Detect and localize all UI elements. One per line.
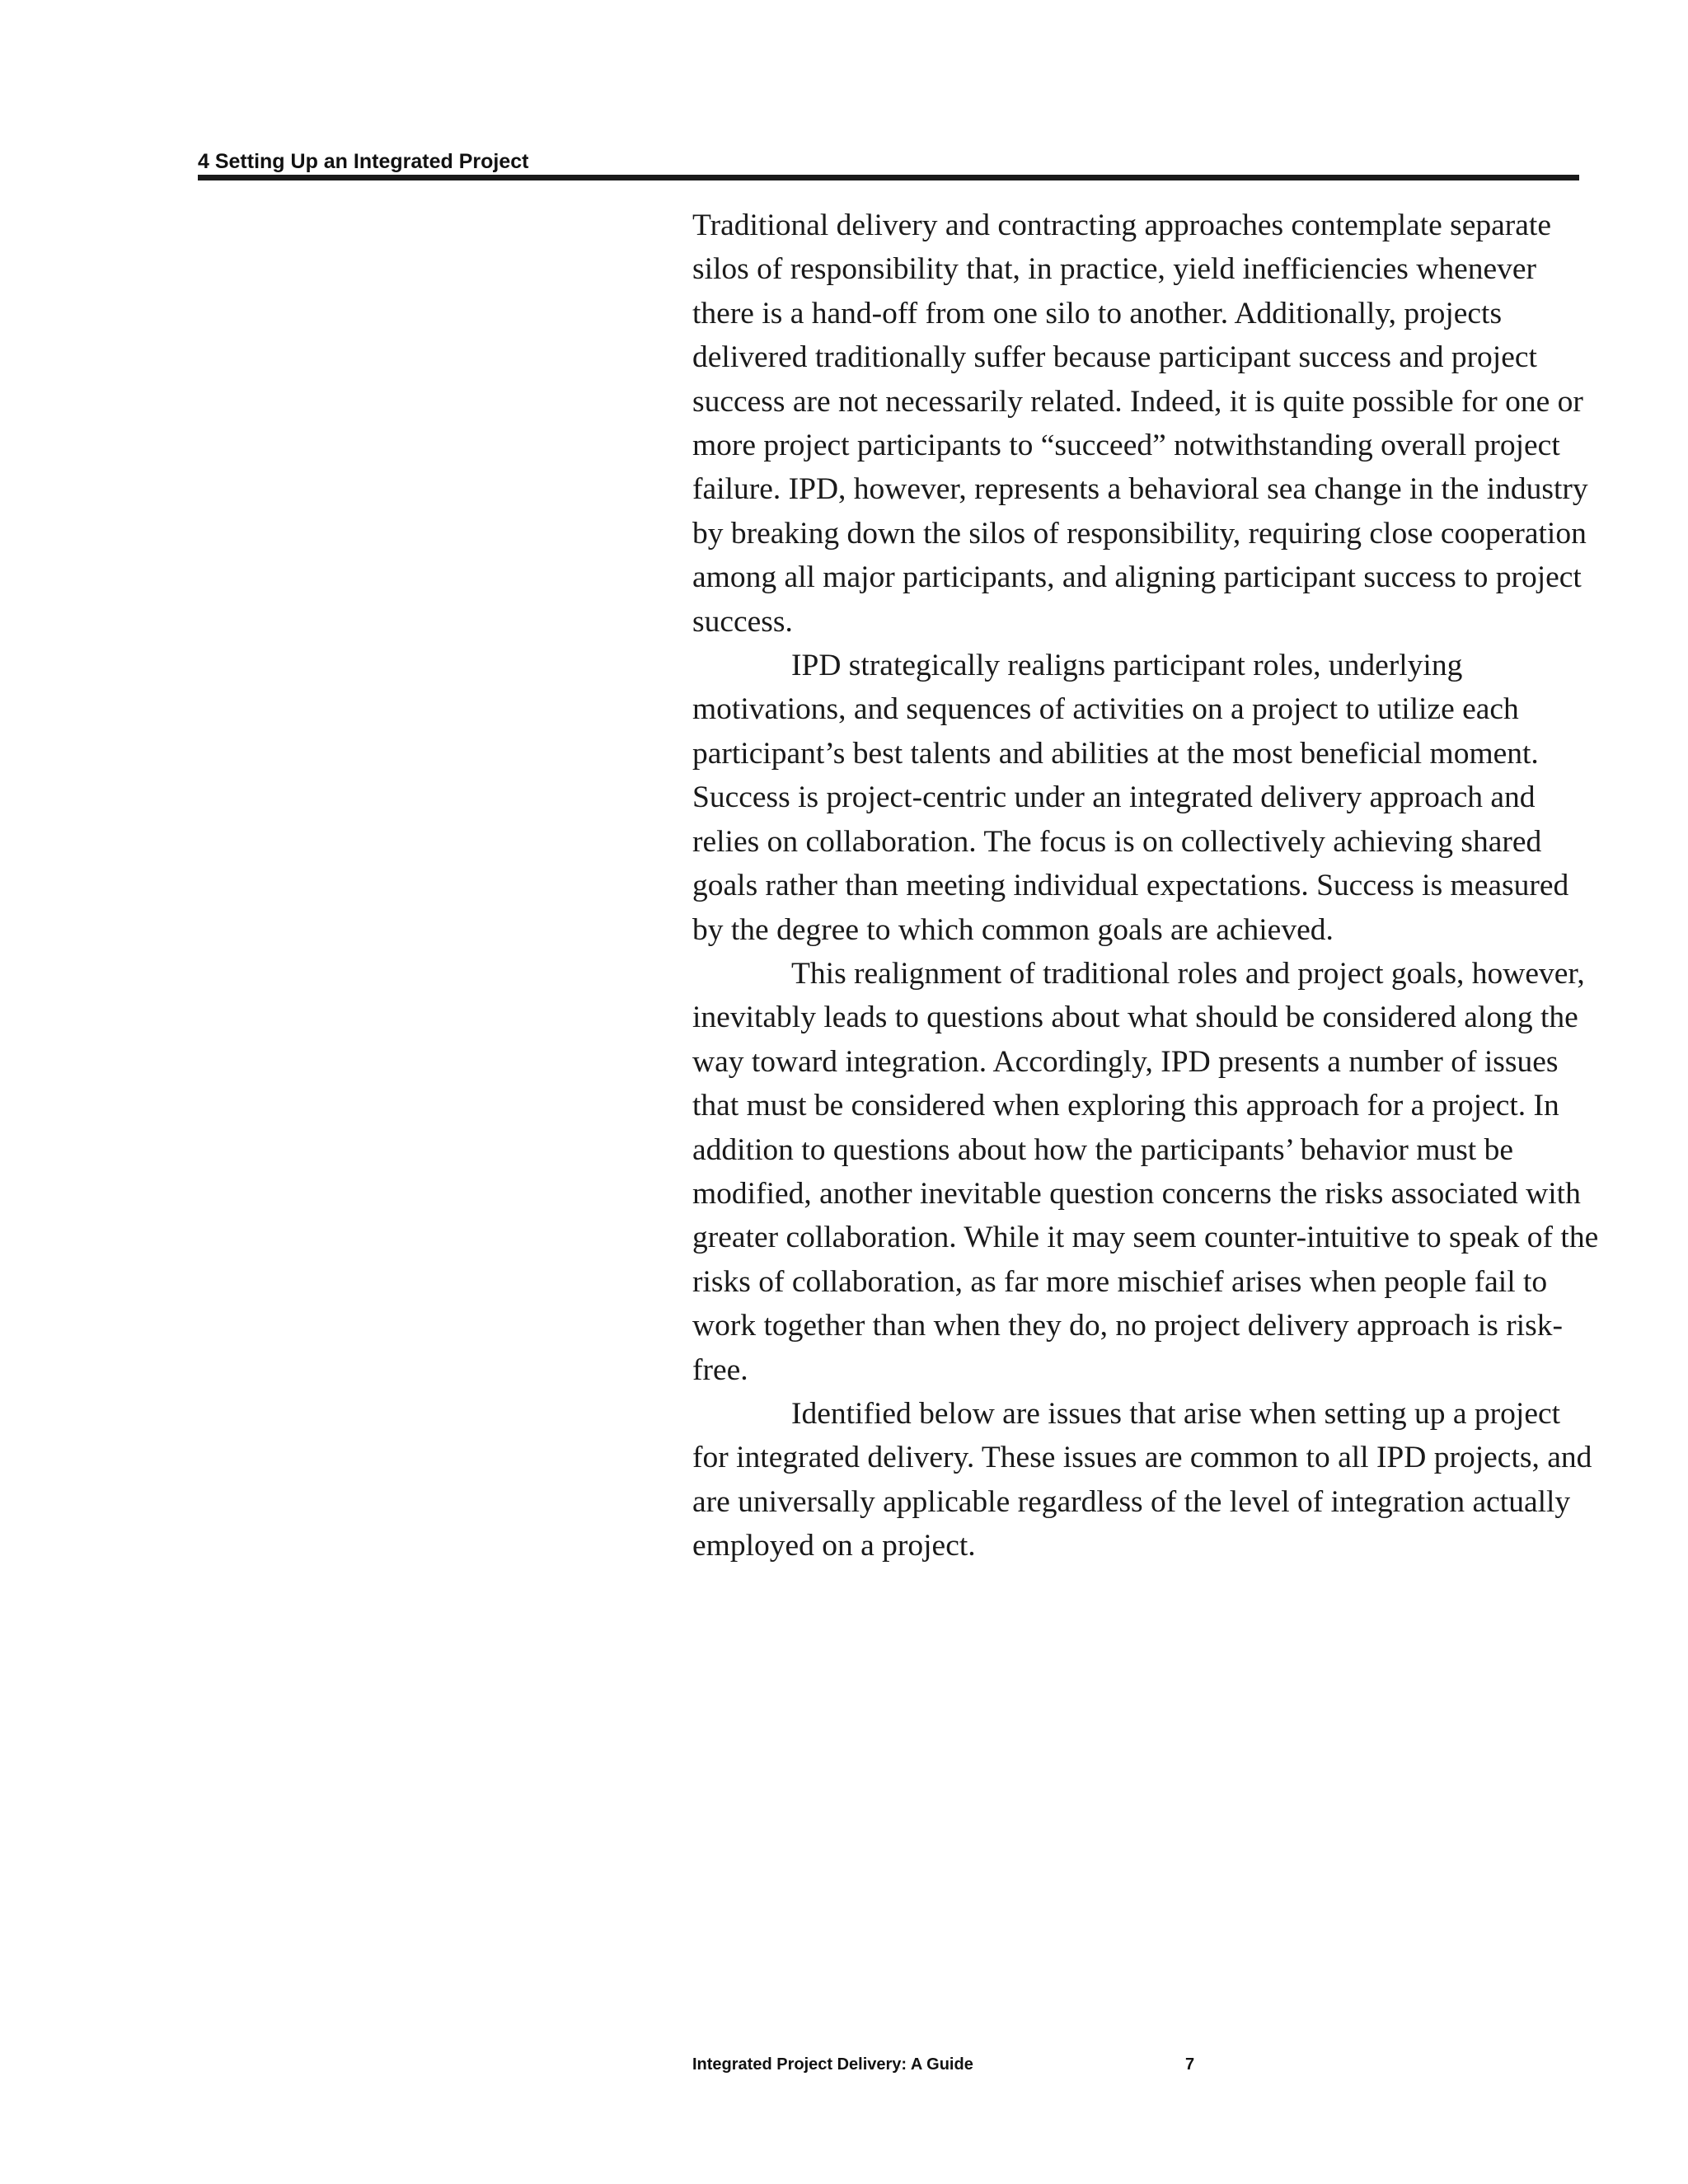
paragraph: This realignment of traditional roles and project goals, however, inevitably leads to questions about what should be considered along the way toward integration. Accordingly, IPD presents a number of issues that must be considered when exploring this approach for a project. In addition to questions about how the participants’ behavior must be modified, another inevitable question concerns the risks associated with greater collaboration. While it may seem counter-intuitive to speak of the risks of collaboration, as far more mischief arises when people fail to work together than when they do, no project delivery approach is risk-free. — [692, 956, 1599, 1387]
header-rule — [198, 175, 1579, 180]
paragraph: IPD strategically realigns participant roles, underlying motivations, and sequences of activities on a project to utilize each participant’s best talents and abilities at the most beneficial moment. Success is project-centric under an integrated delivery approach and relies on collaboration. The focus is on collectively achieving shared goals rather than meeting individual expectations. Success is measured by the degree to which common goals are achieved. — [692, 649, 1569, 947]
body-text — [692, 204, 1599, 1568]
paragraph: Identified below are issues that arise when setting up a project for integrated delivery. These issues are common to all IPD projects, and are universally applicable regardless of the level of integration actually employed on a project. — [692, 1396, 1592, 1563]
page-number: 7 — [1185, 2055, 1195, 2074]
running-head: 4 Setting Up an Integrated Project — [198, 150, 529, 173]
footer-title: Integrated Project Delivery: A Guide — [692, 2055, 973, 2074]
paragraph: Traditional delivery and contracting approaches contemplate separate silos of responsibility that, in practice, yield inefficiencies whenever there is a hand-off from one silo to another. Additionally, projects delivered traditionally suffer because participant success and project success are not necessarily related. Indeed, it is quite possible for one or more project participants to “succeed” notwithstanding overall project failure. IPD, however, represents a behavioral sea change in the industry by breaking down the silos of responsibility, requiring close cooperation among all major participants, and aligning participant success to project success. — [692, 209, 1588, 639]
